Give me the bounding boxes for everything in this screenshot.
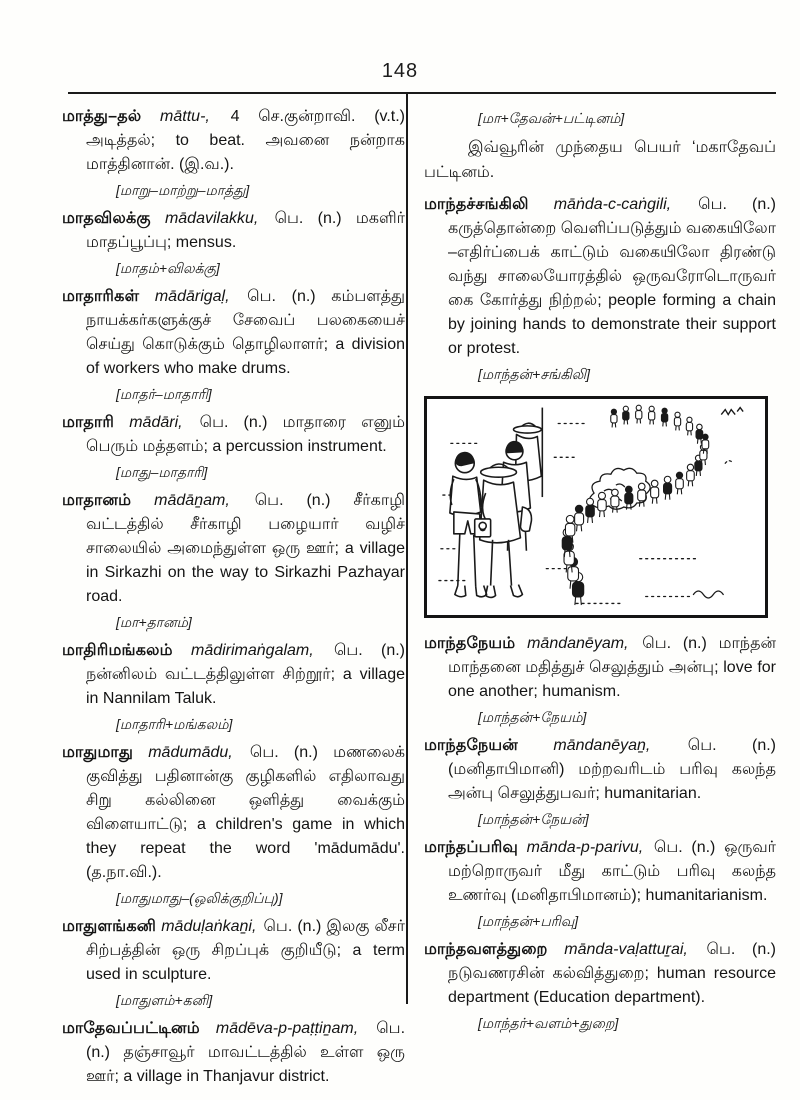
entry-etymology: [மாந்தன்+நேயன்]: [478, 811, 589, 827]
entry-etymology: [மாறு–மாற்று–மாத்து]: [116, 182, 250, 198]
entry-etymology: [மாதம்+விலக்கு]: [116, 260, 220, 276]
birds-icon: [721, 408, 743, 415]
entry-headword: மாதிரிமங்கலம்: [62, 642, 173, 659]
dictionary-entry: [424, 734, 776, 806]
entry-definition: பெ. (n.) மணலைக் குவித்து பதினான்கு குழிகளில் எதிலாவது சிறு கல்லினை ஒளித்து வைக்கும் விளையாட்டு; a children's game in which they repeat the word 'mādumādu'. (த.நா.வி.).: [86, 744, 405, 881]
entry-headword: மாந்தவளத்துறை: [424, 941, 548, 958]
entry-etymology: [மா+தேவன்+பட்டினம்]: [478, 110, 625, 126]
dictionary-entry: [424, 632, 776, 704]
queue-person: [586, 498, 594, 523]
entry-definition: பெ. (n.) மாந்தன் மாந்தனை மதித்துச் செலுத்தும் அன்பு; love for one another; humanism.: [448, 635, 777, 700]
entry-transliteration: mādirimaṅgalam,: [172, 642, 314, 659]
dictionary-entry: [62, 489, 405, 609]
entry-transliteration: mādavilakku,: [150, 210, 259, 227]
entry-etymology: [மாதுமாது–(ஒலிக்குறிப்பு)]: [116, 890, 283, 906]
right-column: [424, 105, 776, 1040]
queue-person: [664, 476, 672, 499]
entry-definition: பெ. (n.) மாதாரை எனும் பெரும் மத்தளம்; a percussion instrument.: [86, 414, 405, 455]
queue-person: [636, 405, 642, 423]
human-chain-figure: [424, 396, 768, 618]
entry-transliteration: mādāri,: [114, 414, 183, 431]
entry-etymology: [மாந்தர்+வளம்+துறை]: [478, 1015, 619, 1031]
entry-definition: 4 செ.குன்றாவி. (v.t.) அடித்தல்; to beat. அவனை நன்றாக மாத்தினான். (இ.வ.).: [86, 108, 406, 173]
queue-person: [674, 412, 680, 430]
entry-definition: பெ. (n.) நன்னிலம் வட்டத்திலுள்ள சிற்றூர்; a village in Nannilam Taluk.: [86, 642, 405, 707]
entry-transliteration: mādumādu,: [133, 744, 233, 761]
column-divider: [406, 92, 408, 1004]
entry-transliteration: māduḷaṅkaṉi,: [156, 918, 257, 935]
entry-headword: மாந்தநேயன்: [424, 737, 518, 754]
entry-note: இவ்வூரின் முந்தைய பெயர் ʻமகாதேவப் பட்டினம்.: [424, 139, 776, 181]
dictionary-entry: [62, 105, 405, 177]
entry-headword: மாதாரி: [62, 414, 115, 431]
right-column-bottom: [424, 632, 776, 1033]
entry-headword: மாத்து–தல்: [62, 108, 142, 125]
dictionary-entry: [62, 1017, 405, 1089]
entry-transliteration: mānda-vaḷattuṟai,: [547, 941, 688, 958]
entry-definition: பெ. (n.) நடுவணரசின் கல்வித்துறை; human resource department (Education department).: [448, 941, 777, 1006]
dictionary-entry: [62, 639, 405, 711]
entry-transliteration: mādāṉam,: [131, 492, 230, 509]
dictionary-entry: [424, 836, 776, 908]
entry-transliteration: māttu-,: [141, 108, 210, 125]
entry-headword: மாதாரிகள்: [62, 288, 140, 305]
dictionary-entry: [62, 915, 405, 987]
entry-definition: பெ. (n.) இலகு லீசர் சிற்பத்தின் ஒரு சிறப்புக் குறியீடு; a term used in sculpture.: [86, 918, 405, 983]
entry-etymology: [மாதாரி+மங்கலம்]: [116, 716, 233, 732]
entry-headword: மாந்தநேயம்: [424, 635, 516, 652]
entry-headword: மாதுமாது: [62, 744, 134, 761]
entry-etymology: [மாந்தன்+நேயம்]: [478, 709, 587, 725]
human-chain-illustration: [427, 399, 765, 615]
dictionary-entry: [62, 411, 405, 459]
entry-etymology: [மாதுளம்+கனி]: [116, 992, 213, 1008]
entry-headword: மாதானம்: [62, 492, 132, 509]
entry-etymology: [மாந்தன்+பரிவு]: [478, 913, 579, 929]
queue-person: [623, 406, 629, 424]
queue-person: [611, 409, 617, 427]
entry-transliteration: mādārigaḷ,: [139, 288, 230, 305]
queue-person: [676, 472, 684, 494]
entry-definition: பெ. (n.) மகளிர் மாதப்பூப்பு; mensus.: [86, 210, 406, 251]
entry-headword: மாந்தப்பரிவு: [424, 839, 518, 856]
entry-etymology: [மாதர்–மாதாரி]: [116, 386, 212, 402]
right-column-top: [424, 108, 776, 384]
left-column: [62, 105, 405, 1092]
page-number: 148: [381, 60, 419, 82]
entry-etymology: [மா+தானம்]: [116, 614, 192, 630]
entry-headword: மாந்தச்சங்கிலி: [424, 196, 529, 213]
entry-transliteration: māṅda-c-caṅgili,: [528, 196, 672, 213]
entry-definition: பெ. (n.) கருத்தொன்றை வெளிப்படுத்தும் வகையிலோ –எதிர்ப்பைக் காட்டும் வகையிலோ திரண்டு வந்து சாலையோரத்தில் ஒருவரோடொருவர் கை கோர்த்து நிற்றல்; people forming a chain by joining hands to demonstrate their support or protest.: [448, 196, 777, 357]
entry-headword: மாதேவப்பட்டினம்: [62, 1020, 200, 1037]
dictionary-entry: [424, 193, 776, 361]
entry-headword: மாதுளங்கனி: [62, 918, 157, 935]
entry-headword: மாதவிலக்கு: [62, 210, 151, 227]
queue-person: [649, 406, 655, 424]
dictionary-entry: [62, 285, 405, 381]
entry-definition: பெ. (n.) சீர்காழி வட்டத்தில் சீர்காழி பழையார் வழிச் சாலையில் அமைந்துள்ள ஒரு ஊர்; a village in Sirkazhi on the way to Sirkazhi Pazhayar road.: [86, 492, 405, 605]
entry-etymology: [மாது–மாதாரி]: [116, 464, 208, 480]
top-rule: [68, 92, 776, 94]
entry-definition: பெ. (n.) (மனிதாபிமானி) மற்றவரிடம் பரிவு கலந்த அன்பு செலுத்துபவர்; humanitarian.: [448, 737, 776, 802]
dictionary-entry: [62, 741, 405, 885]
queue-person: [651, 480, 659, 503]
entry-definition: பெ. (n.) ஒருவர் மற்றொருவர் மீது காட்டும் பரிவு கலந்த உணர்வு (மனிதாபிமானம்); humanitarianism.: [448, 839, 776, 904]
queue-person: [687, 464, 695, 486]
entry-etymology: [மாந்தன்+சங்கிலி]: [478, 366, 590, 382]
entry-transliteration: mādēva-p-paṭṭiṉam,: [199, 1020, 359, 1037]
queue-person: [686, 417, 692, 435]
entry-transliteration: māndanēyam,: [515, 635, 629, 652]
entry-transliteration: mānda-p-parivu,: [517, 839, 644, 856]
queue-person: [598, 492, 606, 517]
dictionary-entry: [424, 938, 776, 1010]
entry-transliteration: māndanēyaṉ,: [517, 737, 651, 754]
dictionary-entry: [62, 207, 405, 255]
queue-person: [661, 408, 667, 426]
queue-person: [625, 486, 633, 509]
foreground-people: [450, 408, 542, 598]
entry-definition: பெ. (n.) கம்பளத்து நாயக்கர்களுக்குச் சேவைப் பலகையைச் செய்து கொடுக்கும் தொழிலாளர்; a division of workers who make drums.: [86, 288, 405, 377]
queue-person: [575, 505, 584, 531]
entry-definition: பெ. (n.) தஞ்சாவூர் மாவட்டத்தில் உள்ள ஒரு ஊர்; a village in Thanjavur district.: [86, 1020, 406, 1085]
